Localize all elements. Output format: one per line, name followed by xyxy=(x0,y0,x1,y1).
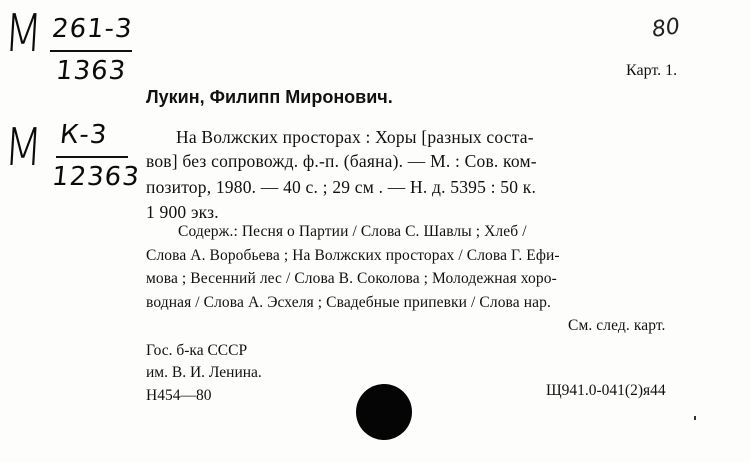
shelfmark-top-lower: 1363 xyxy=(54,56,128,86)
library-line: Гос. б-ка СССР xyxy=(146,342,248,359)
library-line: Н454—80 xyxy=(146,387,212,404)
author-heading: Лукин, Филипп Миронович. xyxy=(146,87,393,107)
contents-line: Содерж.: Песня о Партии / Слова С. Шавлы ; Хлеб / xyxy=(178,223,527,240)
contents-line: водная / Слова А. Эсхеля ; Свадебные припевки / Слова нар. xyxy=(146,294,551,311)
description-line: вов] без сопровожд. ф.-п. (баяна). — М. : Сов. ком- xyxy=(146,151,537,171)
contents-line: мова ; Весенний лес / Слова В. Соколова ; Молодежная хоро- xyxy=(146,270,557,287)
description-line: позитор, 1980. — 40 с. ; 29 см . — Н. д. 5395 : 50 к. xyxy=(146,177,537,197)
contents-line: Слова А. Воробьева ; На Волжских просторах / Слова Г. Ефи- xyxy=(146,247,560,264)
shelfmark-top-upper: 261-3 xyxy=(50,14,135,44)
card-label: Карт. 1. xyxy=(626,62,678,79)
description-line: 1 900 экз. xyxy=(146,202,219,222)
shelfmark-bottom-divider xyxy=(56,156,128,158)
pencil-mark: 80 xyxy=(650,14,682,43)
shelfmark-top-letter: М xyxy=(2,4,45,64)
punch-hole xyxy=(356,384,412,440)
shelfmark-top-divider xyxy=(50,50,132,52)
speck xyxy=(694,416,696,420)
description-line: На Волжских просторах : Хоры [разных соста- xyxy=(176,127,534,147)
shelfmark-bottom-letter: М xyxy=(2,118,45,178)
shelfmark-bottom-lower: 12363 xyxy=(50,162,142,192)
library-line: им. В. И. Ленина. xyxy=(146,364,262,381)
shelfmark-bottom-upper: К-3 xyxy=(58,120,109,150)
classification-code: Щ941.0-041(2)я44 xyxy=(546,382,666,399)
see-next-card: См. след. карт. xyxy=(568,317,666,334)
